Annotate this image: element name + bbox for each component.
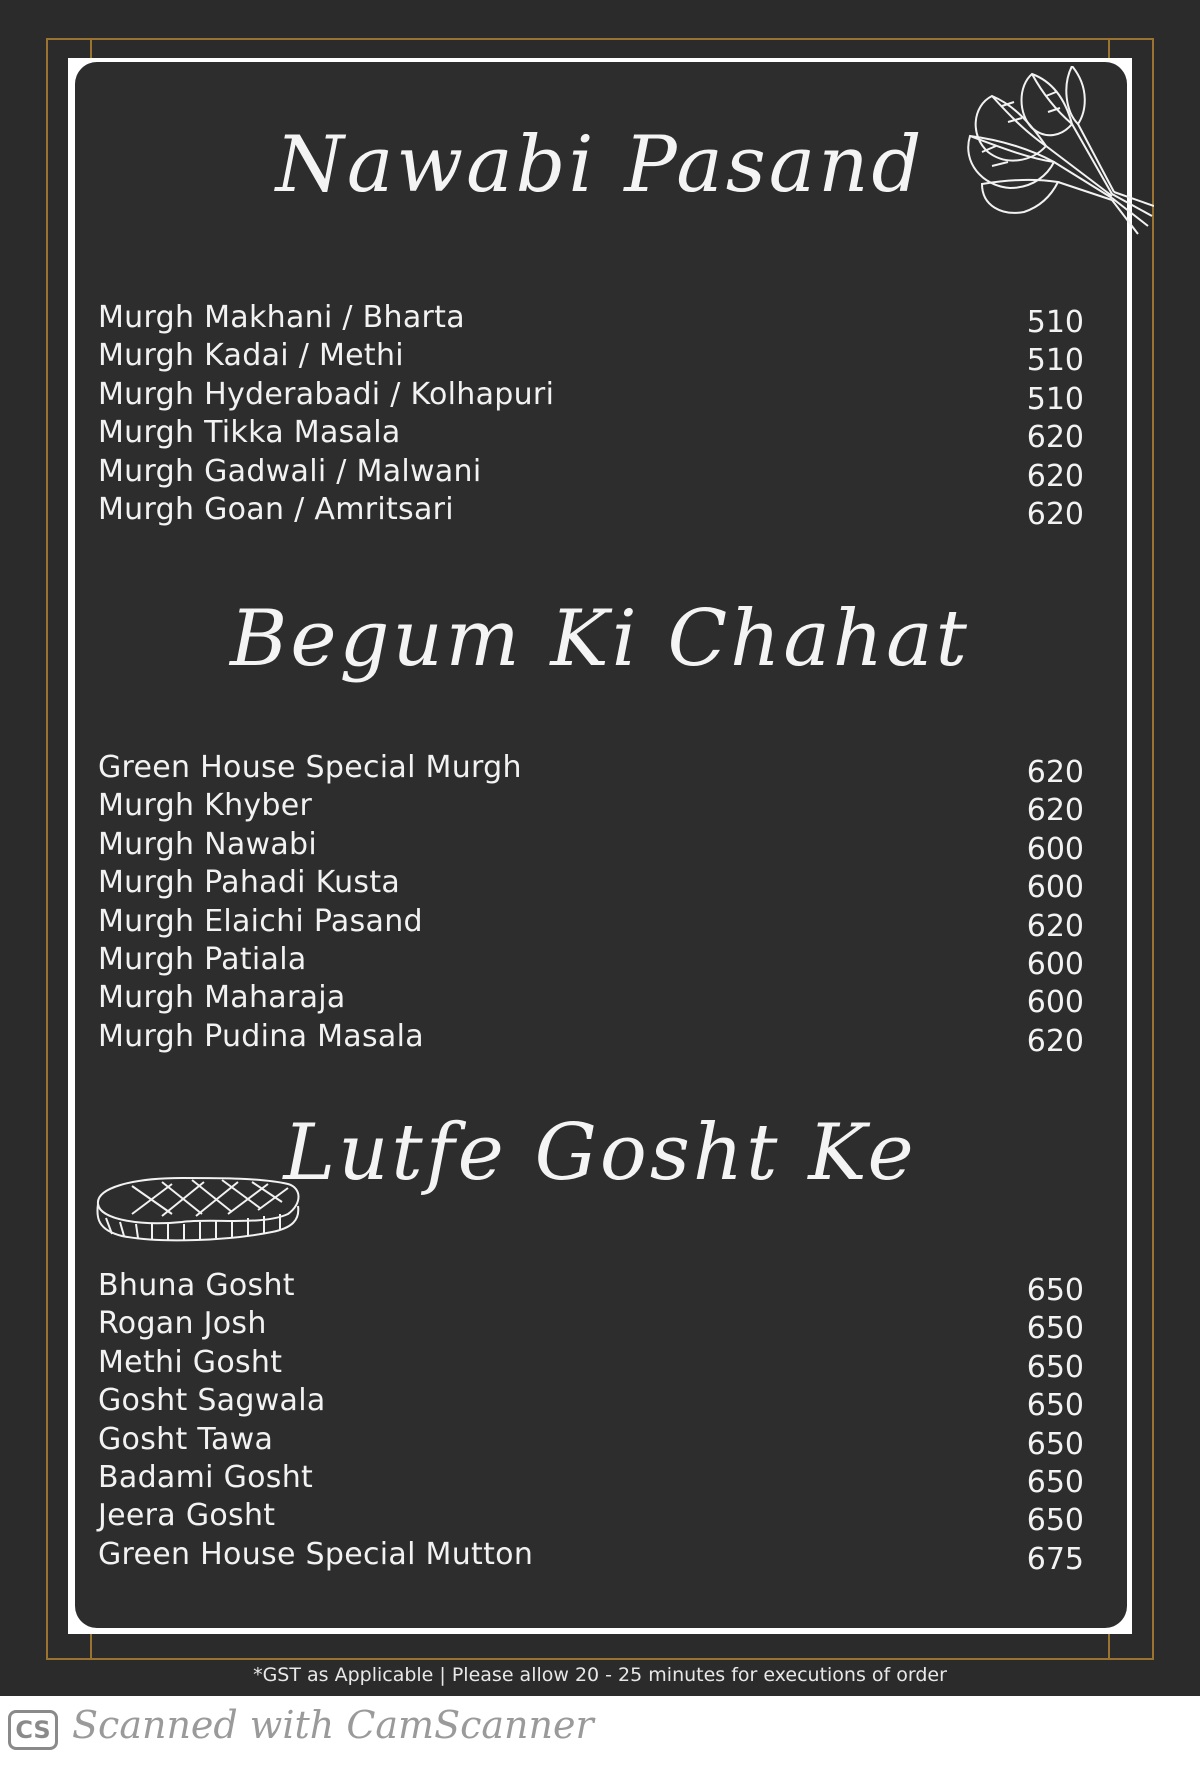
item-price: 600 [1026,870,1084,906]
item-name: Gosht Tawa [98,1421,274,1457]
menu-item [98,1460,1084,1498]
menu-item [98,1345,1084,1383]
item-price: 650 [1026,1464,1084,1500]
item-price: 620 [1026,755,1084,790]
item-price: 650 [1026,1388,1084,1424]
item-name: Murgh Maharaja [98,980,346,1016]
item-price: 620 [1026,420,1084,456]
menu-item [98,865,1084,906]
item-name: Badami Gosht [98,1459,314,1495]
item-price: 510 [1026,343,1084,379]
item-price: 650 [1026,1311,1084,1347]
item-name: Murgh Tikka Masala [98,415,401,451]
item-price: 620 [1026,458,1084,494]
item-price: 510 [1026,305,1084,340]
section-title: Lutfe Gosht Ke [283,1108,917,1198]
menu-section [98,1268,1084,1575]
item-price: 650 [1026,1426,1084,1462]
item-name: Murgh Pudina Masala [98,1018,424,1054]
item-price: 650 [1026,1503,1084,1539]
menu-item [98,827,1084,865]
menu-section [98,300,1084,530]
menu-item [98,750,1084,788]
item-name: Murgh Makhani / Bharta [98,300,465,335]
menu-item [98,1383,1084,1424]
menu-item [98,1268,1084,1306]
scanner-watermark-text: Scanned with CamScanner [72,1703,594,1747]
item-name: Murgh Gadwali / Malwani [98,453,482,489]
camscanner-logo-icon: CS [8,1710,58,1750]
item-price: 600 [1026,831,1084,867]
item-name: Murgh Hyderabadi / Kolhapuri [98,376,555,412]
menu-item [98,415,1084,456]
menu-item [98,942,1084,980]
menu-item [98,904,1084,942]
menu-item [98,1498,1084,1539]
item-price: 675 [1026,1541,1084,1577]
item-name: Jeera Gosht [98,1498,276,1534]
item-name: Gosht Sagwala [98,1383,326,1419]
menu-item [98,980,1084,1021]
item-name: Murgh Pahadi Kusta [98,865,401,901]
menu-item [98,377,1084,415]
menu-item [98,1306,1084,1347]
menu-item [98,1422,1084,1460]
item-name: Murgh Goan / Amritsari [98,491,454,527]
item-price: 650 [1026,1349,1084,1385]
item-price: 650 [1026,1273,1084,1308]
item-price: 600 [1026,985,1084,1021]
menu-item [98,492,1084,530]
item-name: Green House Special Mutton [98,1536,534,1572]
item-name: Murgh Nawabi [98,826,318,862]
section-title: Nawabi Pasand [275,120,925,210]
item-name: Methi Gosht [98,1344,283,1380]
item-name: Bhuna Gosht [98,1268,295,1303]
menu-item [98,1019,1084,1057]
item-price: 620 [1026,496,1084,532]
menu-item [98,454,1084,492]
section-title: Begum Ki Chahat [230,594,970,684]
item-name: Rogan Josh [98,1306,267,1342]
item-name: Murgh Patiala [98,941,307,977]
menu-item [98,1537,1084,1575]
item-name: Murgh Khyber [98,788,313,824]
item-price: 620 [1026,793,1084,829]
item-name: Murgh Elaichi Pasand [98,903,423,939]
menu-item [98,788,1084,829]
item-price: 620 [1026,1023,1084,1059]
item-price: 600 [1026,946,1084,982]
menu-item [98,338,1084,379]
item-name: Murgh Kadai / Methi [98,338,404,374]
item-name: Green House Special Murgh [98,750,522,785]
menu-item [98,300,1084,338]
item-price: 620 [1026,908,1084,944]
footer-note: *GST as Applicable | Please allow 20 - 25 minutes for executions of order [253,1664,947,1686]
menu-section [98,750,1084,1057]
item-price: 510 [1026,381,1084,417]
